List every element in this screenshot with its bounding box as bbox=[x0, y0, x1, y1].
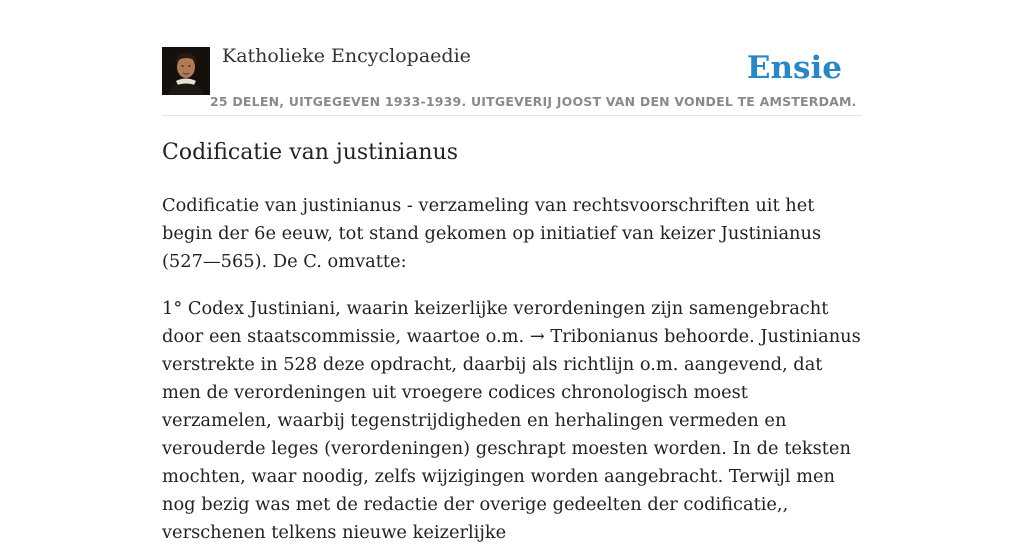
portrait-avatar[interactable] bbox=[162, 47, 210, 95]
site-header bbox=[162, 0, 862, 116]
article-paragraph-1: Codificatie van justinianus - verzameling van rechtsvoorschriften uit het begin der 6e eeuw, tot stand gekomen op initiatief van keizer Justinianus (527—565). De C. omvatte: bbox=[162, 195, 822, 272]
brand-logo[interactable]: Ensie bbox=[746, 50, 842, 86]
content-column bbox=[162, 0, 862, 543]
publication-subtitle: 25 DELEN, UITGEGEVEN 1933-1939. UITGEVERIJ JOOST VAN DEN VONDEL TE AMSTERDAM. bbox=[210, 94, 857, 109]
site-title[interactable]: Katholieke Encyclopaedie bbox=[222, 45, 471, 67]
portrait-icon bbox=[162, 47, 210, 95]
article-paragraph-2: 1° Codex Justiniani, waarin keizerlijke verordeningen zijn samengebracht door een staatscommissie, waartoe o.m. → Tribonianus behoorde. Justinianus verstrekte in 528 deze opdracht, daarbij als richtlijn o.m. aangevend, dat men de verordeningen uit vroegere codices chronologisch moest verzamelen, waarbij tegenstrijdigheden en herhalingen vermeden en verouderde leges (verordeningen) geschrapt moesten worden. In de teksten mochten, waar noodig, zelfs wijzigingen worden aangebracht. Terwijl men nog bezig was met de redactie der overige gedeelten der codificatie,, verschenen telkens nieuwe keizerlijke bbox=[162, 298, 861, 543]
article-title: Codificatie van justinianus bbox=[162, 140, 459, 165]
